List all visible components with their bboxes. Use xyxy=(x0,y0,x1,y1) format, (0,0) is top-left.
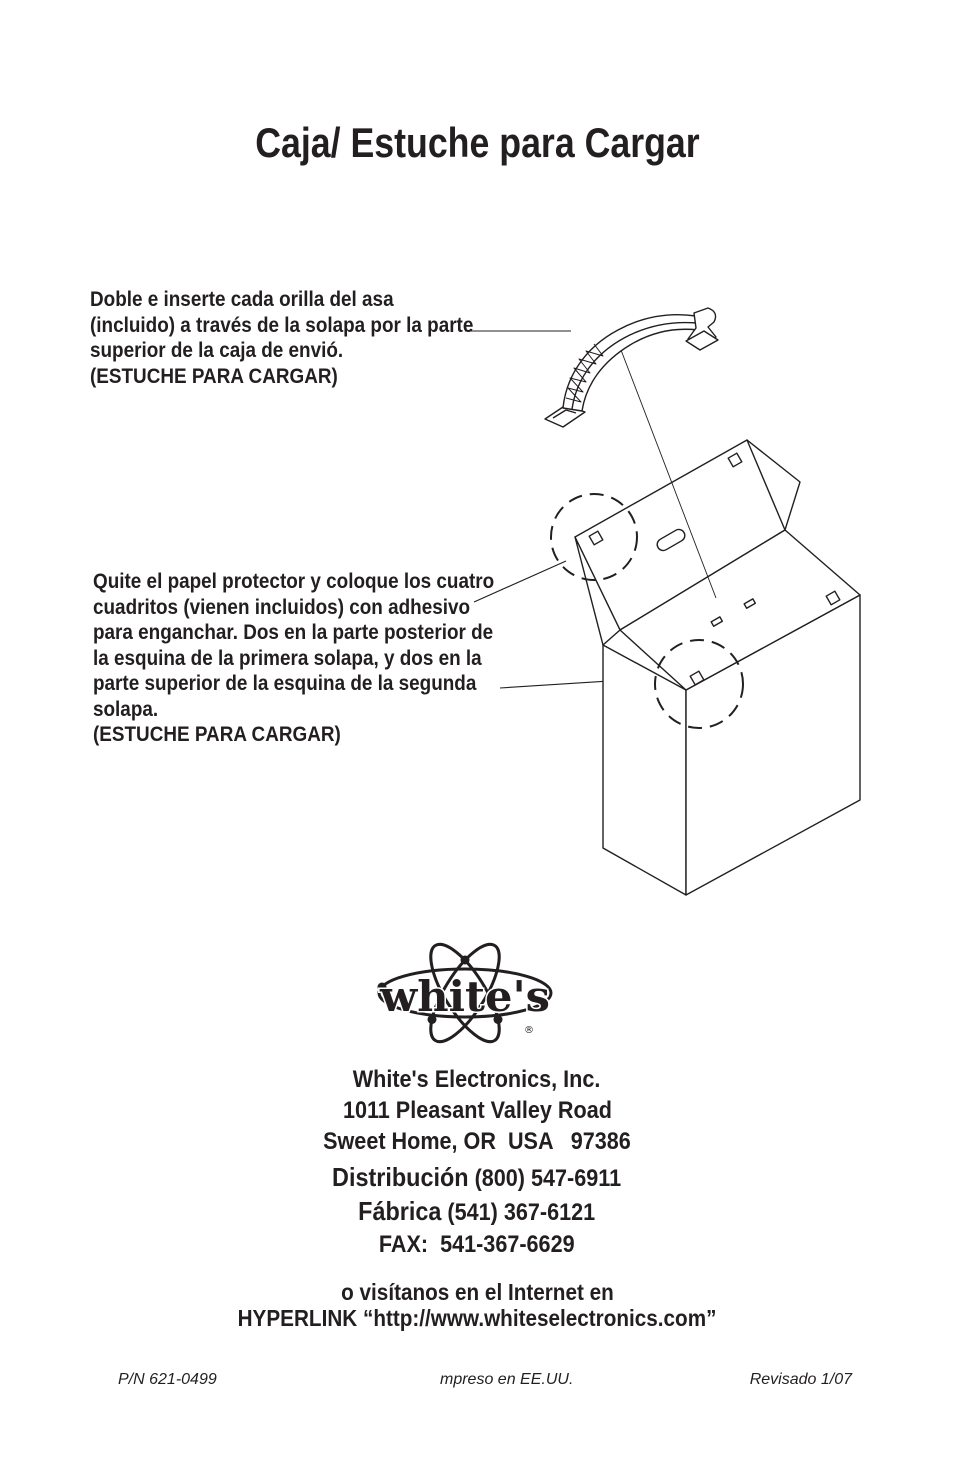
company-street xyxy=(0,1095,954,1126)
website-intro xyxy=(0,1279,954,1305)
website-block xyxy=(0,1279,954,1331)
instruction-line: cuadritos (vienen incluidos) con adhesivo xyxy=(93,595,471,619)
instruction-line: Doble e inserte cada orilla del asa xyxy=(90,288,394,311)
leader-line-first-flap xyxy=(474,561,566,602)
instruction-line: (ESTUCHE PARA CARGAR) xyxy=(93,723,341,746)
factory-label: Fábrica xyxy=(358,1196,442,1226)
whites-logo xyxy=(378,935,552,1051)
instruction-line: la esquina de la primera solapa, y dos en la xyxy=(93,646,482,670)
instruction-line: para enganchar. Dos en la parte posterior de xyxy=(93,621,494,644)
factory-phone: (541) 367-6121 xyxy=(447,1199,596,1226)
handle-illustration xyxy=(545,308,718,427)
instruction-line: (ESTUCHE PARA CARGAR) xyxy=(90,364,338,388)
factory-phone-group xyxy=(359,1194,596,1230)
shipping-box-illustration xyxy=(575,350,860,895)
instruction-line: Quite el papel protector y coloque los cuatro xyxy=(93,570,495,593)
fax-line xyxy=(0,1228,954,1262)
part-number: P/N 621-0499 xyxy=(118,1371,217,1388)
website-url xyxy=(0,1305,954,1331)
handle-strap xyxy=(563,315,698,411)
distribution-phone-line xyxy=(0,1160,954,1194)
revision-date: Revisado 1/07 xyxy=(749,1371,852,1388)
company-street-text: 1011 Pleasant Valley Road xyxy=(342,1097,612,1124)
registered-mark: ® xyxy=(524,1025,534,1036)
company-address-block xyxy=(0,1064,954,1262)
logo-electron xyxy=(461,956,470,965)
printed-in: mpreso en EE.UU. xyxy=(440,1371,574,1388)
company-city xyxy=(0,1126,954,1157)
factory-phone-line xyxy=(0,1194,954,1228)
distribution-phone-group xyxy=(332,1160,621,1196)
page-title-text: Caja/ Estuche para Cargar xyxy=(254,119,700,166)
website-intro-text: o visítanos en el Internet en xyxy=(340,1279,614,1305)
logo-wordmark: white's xyxy=(378,972,550,1021)
distribution-phone: (800) 547-6911 xyxy=(474,1165,622,1192)
instruction-line: parte superior de la esquina de la segunda xyxy=(93,672,477,695)
instruction-line: superior de la caja de envió. xyxy=(90,339,344,362)
fax-text: FAX: 541-367-6629 xyxy=(379,1231,575,1258)
instruction-line: solapa. xyxy=(93,697,159,721)
box-left-face xyxy=(603,645,686,895)
company-city-text: Sweet Home, OR USA 97386 xyxy=(323,1128,631,1155)
instruction-line: (incluido) a través de la solapa por la parte xyxy=(90,313,474,337)
company-name xyxy=(0,1064,954,1095)
website-url-text: HYPERLINK “http://www.whiteselectronics.com” xyxy=(237,1305,717,1331)
distribution-label: Distribución xyxy=(332,1162,469,1192)
company-name-text: White's Electronics, Inc. xyxy=(353,1066,601,1093)
